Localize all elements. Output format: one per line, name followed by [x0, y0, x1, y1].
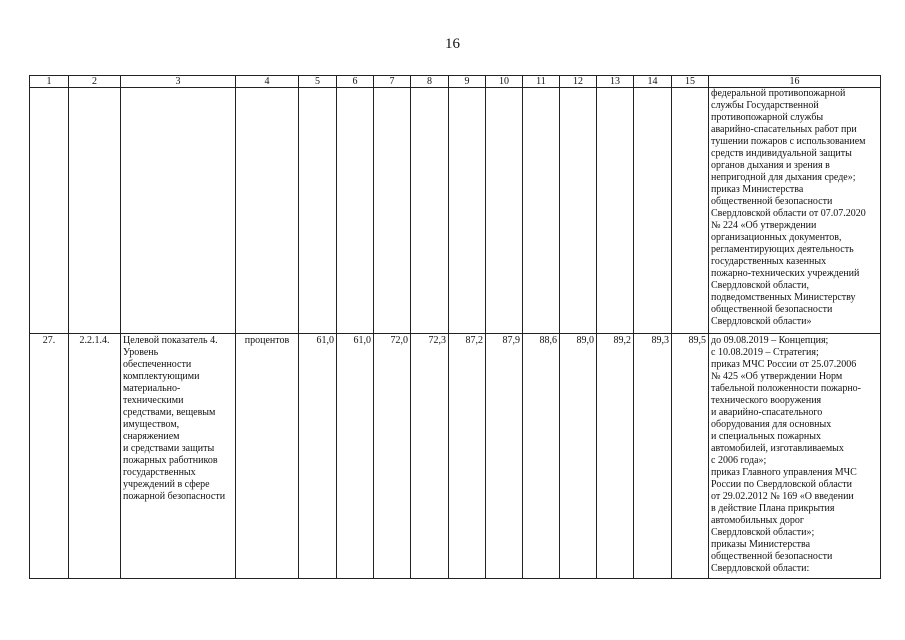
column-header: 8	[411, 76, 449, 88]
value-cell: 89,2	[597, 334, 634, 579]
table-cell	[337, 88, 374, 334]
text-line: органов дыхания и зрения в	[711, 160, 830, 171]
column-header: 14	[634, 76, 672, 88]
column-header: 13	[597, 76, 634, 88]
header-row	[30, 76, 881, 88]
table-cell	[597, 88, 634, 334]
value-cell: 61,0	[299, 334, 337, 579]
text-line: Свердловской области от 07.07.2020	[711, 208, 866, 219]
text-line: табельной положенности пожарно-	[711, 383, 861, 394]
text-line: учреждений в сфере	[123, 479, 210, 490]
text-line: техническими	[123, 395, 184, 406]
source-documents-cell	[709, 88, 881, 334]
text-line: № 224 «Об утверждении	[711, 220, 817, 231]
column-header: 1	[30, 76, 69, 88]
text-line: оборудования для основных	[711, 419, 832, 430]
text-line: Свердловской области»	[711, 316, 812, 327]
text-line: средствами, вещевым	[123, 407, 216, 418]
text-line: до 09.08.2019 – Концепция;	[711, 335, 829, 346]
row-number: 27.	[30, 334, 69, 579]
text-line: материально-	[123, 383, 181, 394]
table-row-continued	[30, 88, 881, 334]
text-line: государственных казенных	[711, 256, 827, 267]
text-line: приказ МЧС России от 25.07.2006	[711, 359, 857, 370]
table-cell	[299, 88, 337, 334]
text-line: приказ Министерства	[711, 184, 804, 195]
value-cell: 89,0	[560, 334, 597, 579]
column-header: 5	[299, 76, 337, 88]
text-line: федеральной противопожарной	[711, 88, 846, 99]
column-header: 11	[523, 76, 560, 88]
table-cell	[30, 88, 69, 334]
value-cell: 72,0	[374, 334, 411, 579]
text-line: от 29.02.2012 № 169 «О введении	[711, 491, 854, 502]
text-line: приказ Главного управления МЧС	[711, 467, 857, 478]
text-line: подведомственных Министерству	[711, 292, 856, 303]
text-line: государственных	[123, 467, 196, 478]
text-line: обеспеченности	[123, 359, 192, 370]
value-cell: 72,3	[411, 334, 449, 579]
text-line: автомобилей, изготавливаемых	[711, 443, 844, 454]
unit-cell: процентов	[236, 334, 299, 579]
column-header: 4	[236, 76, 299, 88]
text-line: пожарных работников	[123, 455, 218, 466]
text-line: общественной безопасности	[711, 196, 833, 207]
table-cell	[121, 88, 236, 334]
text-line: непригодной для дыхания среде»;	[711, 172, 856, 183]
value-cell: 87,9	[486, 334, 523, 579]
text-line: имуществом,	[123, 419, 180, 430]
column-header: 3	[121, 76, 236, 88]
value-cell: 89,5	[672, 334, 709, 579]
table-cell	[486, 88, 523, 334]
text-line: и средствами защиты	[123, 443, 215, 454]
source-documents-cell	[709, 334, 881, 579]
text-line: противопожарной службы	[711, 112, 824, 123]
value-cell: 89,3	[634, 334, 672, 579]
table-cell	[236, 88, 299, 334]
text-line: тушении пожаров с использованием	[711, 136, 866, 147]
text-line: Целевой показатель 4.	[123, 335, 218, 346]
text-line: Уровень	[123, 347, 159, 358]
table-cell	[449, 88, 486, 334]
text-line: регламентирующих деятельность	[711, 244, 854, 255]
column-header: 6	[337, 76, 374, 88]
text-line: и специальных пожарных	[711, 431, 821, 442]
text-line: автомобильных дорог	[711, 515, 805, 526]
table-cell	[560, 88, 597, 334]
text-line: комплектующими	[123, 371, 200, 382]
column-header: 15	[672, 76, 709, 88]
table-cell	[411, 88, 449, 334]
table-cell	[634, 88, 672, 334]
text-line: технического вооружения	[711, 395, 822, 406]
column-header: 7	[374, 76, 411, 88]
table-cell	[69, 88, 121, 334]
text-line: службы Государственной	[711, 100, 819, 111]
table-cell	[672, 88, 709, 334]
text-line: Свердловской области:	[711, 563, 810, 574]
text-line: с 10.08.2019 – Стратегия;	[711, 347, 819, 358]
value-cell: 87,2	[449, 334, 486, 579]
text-line: общественной безопасности	[711, 304, 833, 315]
text-line: с 2006 года»;	[711, 455, 767, 466]
table-cell	[523, 88, 560, 334]
column-header: 16	[709, 76, 881, 88]
table-cell	[374, 88, 411, 334]
value-cell: 88,6	[523, 334, 560, 579]
indicators-table	[29, 75, 881, 579]
text-line: средств индивидуальной защиты	[711, 148, 852, 159]
row-code: 2.2.1.4.	[69, 334, 121, 579]
table-row-27	[30, 334, 881, 579]
value-cell: 61,0	[337, 334, 374, 579]
column-header: 12	[560, 76, 597, 88]
indicator-name-cell	[121, 334, 236, 579]
text-line: пожарной безопасности	[123, 491, 226, 502]
text-line: Свердловской области»;	[711, 527, 815, 538]
column-header: 10	[486, 76, 523, 88]
text-line: снаряжением	[123, 431, 180, 442]
page-number: 16	[445, 36, 460, 52]
text-line: в действие Плана прикрытия	[711, 503, 835, 514]
column-header: 9	[449, 76, 486, 88]
text-line: общественной безопасности	[711, 551, 833, 562]
column-header: 2	[69, 76, 121, 88]
text-line: аварийно-спасательных работ при	[711, 124, 857, 135]
text-line: № 425 «Об утверждении Норм	[711, 371, 843, 382]
text-line: Свердловской области,	[711, 280, 809, 291]
text-line: пожарно-технических учреждений	[711, 268, 860, 279]
text-line: организационных документов,	[711, 232, 842, 243]
text-line: приказы Министерства	[711, 539, 811, 550]
text-line: и аварийно-спасательного	[711, 407, 823, 418]
text-line: России по Свердловской области	[711, 479, 852, 490]
